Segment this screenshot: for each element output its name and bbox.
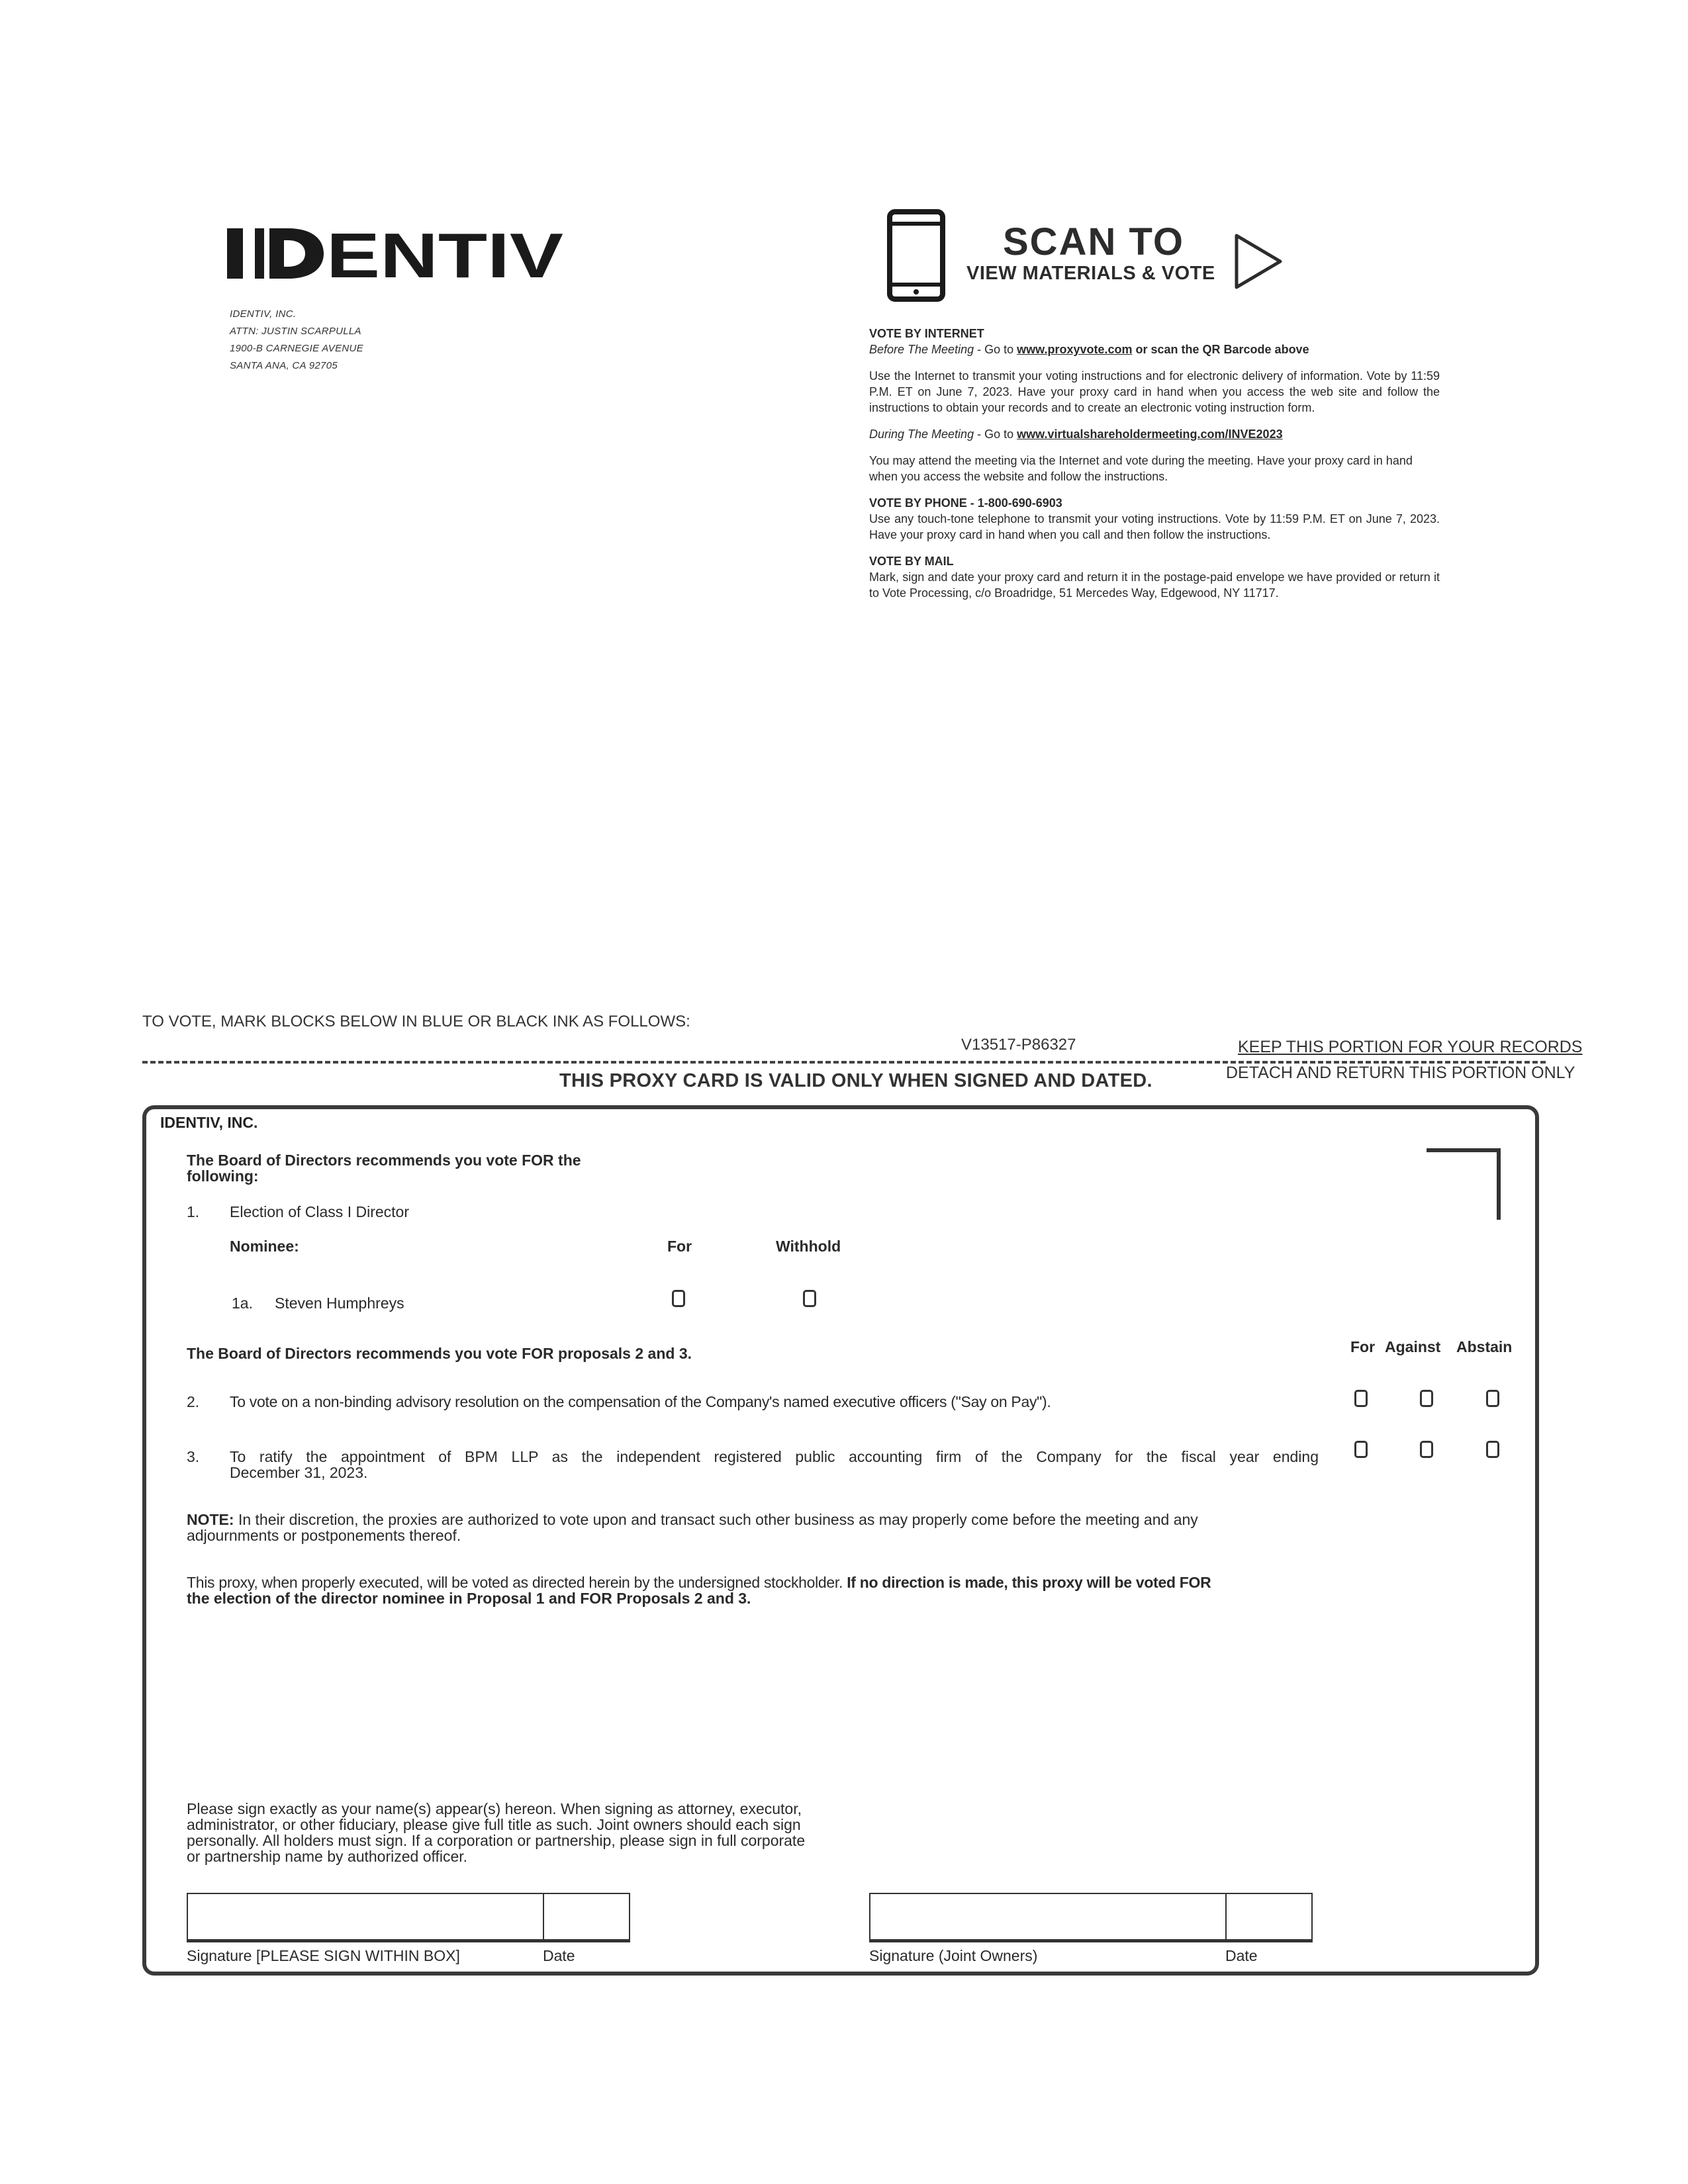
valid-notice: THIS PROXY CARD IS VALID ONLY WHEN SIGNED AND DATED.	[559, 1070, 1152, 1091]
note-text: In their discretion, the proxies are authorized to vote upon and transact such other business as may properly come before the meeting and any	[234, 1511, 1198, 1528]
return-address-line: SANTA ANA, CA 92705	[230, 360, 338, 371]
item-2-for-checkbox[interactable]	[1354, 1390, 1368, 1407]
return-address	[230, 306, 363, 375]
scan-title: SCAN TO	[1003, 220, 1184, 263]
joint-signature-label: Signature (Joint Owners)	[869, 1947, 1038, 1964]
proxy-statement-line-1	[187, 1574, 1211, 1592]
control-number: V13517-P86327	[961, 1036, 1076, 1054]
smartphone-icon	[887, 209, 945, 302]
item-1-text: Election of Class I Director	[230, 1203, 409, 1220]
mark-instructions: TO VOTE, MARK BLOCKS BELOW IN BLUE OR BLACK INK AS FOLLOWS:	[142, 1013, 690, 1030]
before-meeting-text: - Go to	[974, 343, 1017, 356]
vote-phone-body: Use any touch-tone telephone to transmit your voting instructions. Vote by 11:59 P.M. ET on June 7, 2023. Have your proxy card in hand when you call and then follow the instructions.	[869, 512, 1440, 541]
nominee-1a-withhold-checkbox[interactable]	[803, 1290, 816, 1307]
scan-subtitle: VIEW MATERIALS & VOTE	[966, 263, 1215, 284]
play-arrow-icon	[1233, 232, 1286, 291]
column-for-2: For	[1350, 1338, 1376, 1355]
signature-date-field[interactable]	[543, 1893, 630, 1942]
vote-mail-heading: VOTE BY MAIL	[869, 555, 954, 568]
column-withhold: Withhold	[776, 1238, 841, 1255]
before-meeting-label: Before The Meeting	[869, 343, 974, 356]
nominee-1a-for-checkbox[interactable]	[672, 1290, 685, 1307]
corner-mark	[1427, 1148, 1501, 1220]
item-2-abstain-checkbox[interactable]	[1486, 1390, 1499, 1407]
keep-portion-label: KEEP THIS PORTION FOR YOUR RECORDS	[1238, 1038, 1583, 1056]
return-address-line: IDENTIV, INC.	[230, 308, 297, 320]
nominee-name: Steven Humphreys	[275, 1295, 404, 1312]
board-recommendation-2: The Board of Directors recommends you vote FOR proposals 2 and 3.	[187, 1345, 692, 1362]
during-meeting-label: During The Meeting	[869, 428, 974, 441]
column-against: Against	[1385, 1338, 1441, 1355]
return-address-line: 1900-B CARNEGIE AVENUE	[230, 343, 363, 354]
sign-instructions-line: Please sign exactly as your name(s) appear(s) hereon. When signing as attorney, executor,	[187, 1800, 802, 1817]
identiv-logo	[227, 227, 565, 280]
nominee-header: Nominee:	[230, 1238, 299, 1255]
note-label: NOTE:	[187, 1511, 234, 1528]
joint-signature-field[interactable]	[869, 1893, 1227, 1942]
item-1-number: 1.	[187, 1203, 200, 1220]
during-meeting-text: - Go to	[974, 428, 1017, 441]
svg-text:ENTIV: ENTIV	[326, 227, 563, 280]
return-address-line: ATTN: JUSTIN SCARPULLA	[230, 326, 361, 337]
proxyvote-link[interactable]: www.proxyvote.com	[1017, 343, 1133, 356]
item-3-against-checkbox[interactable]	[1420, 1441, 1433, 1458]
joint-date-label: Date	[1225, 1947, 1258, 1964]
signature-label: Signature [PLEASE SIGN WITHIN BOX]	[187, 1947, 460, 1964]
vote-internet-during	[869, 426, 1440, 442]
company-name: IDENTIV, INC.	[160, 1114, 258, 1131]
item-3-abstain-checkbox[interactable]	[1486, 1441, 1499, 1458]
sign-instructions-line: administrator, or other fiduciary, please give full title as such. Joint owners should each sign	[187, 1816, 801, 1833]
voting-instructions	[869, 326, 1440, 601]
vote-during-body: You may attend the meeting via the Internet and vote during the meeting. Have your proxy card in hand when you access the website and follow the instructions.	[869, 454, 1413, 483]
item-3-for-checkbox[interactable]	[1354, 1441, 1368, 1458]
note-line-2: adjournments or postponements thereof.	[187, 1527, 461, 1544]
sign-instructions-line: personally. All holders must sign. If a corporation or partnership, please sign in full corporate	[187, 1832, 806, 1849]
proxy-statement-line-2: the election of the director nominee in Proposal 1 and FOR Proposals 2 and 3.	[187, 1590, 751, 1607]
sign-instructions-line: or partnership name by authorized officer.	[187, 1848, 468, 1865]
before-meeting-text-2: or scan the QR Barcode above	[1132, 343, 1309, 356]
nominee-number: 1a.	[232, 1295, 253, 1312]
column-abstain: Abstain	[1456, 1338, 1513, 1355]
item-2-text: To vote on a non-binding advisory resolution on the compensation of the Company's named executive officers ("Say on Pay").	[230, 1393, 1051, 1410]
vote-internet-heading: VOTE BY INTERNET	[869, 327, 984, 340]
date-label: Date	[543, 1947, 575, 1964]
board-recommendation-1-cont: following:	[187, 1167, 259, 1185]
detach-return-label: DETACH AND RETURN THIS PORTION ONLY	[1226, 1064, 1575, 1082]
joint-date-field[interactable]	[1225, 1893, 1313, 1942]
signature-field[interactable]	[187, 1893, 544, 1942]
board-recommendation-1: The Board of Directors recommends you vote FOR the	[187, 1152, 581, 1169]
virtual-meeting-link[interactable]: www.virtualshareholdermeeting.com/INVE2023	[1017, 428, 1283, 441]
item-2-against-checkbox[interactable]	[1420, 1390, 1433, 1407]
vote-internet-body: Use the Internet to transmit your voting instructions and for electronic delivery of information. Vote by 11:59 P.M. ET on June 7, 2023. Have your proxy card in hand when you access the web site and follow the instructions to obtain your records and to create an electronic voting instruction form.	[869, 369, 1440, 414]
vote-phone-heading: VOTE BY PHONE - 1-800-690-6903	[869, 496, 1062, 510]
item-3-number: 3.	[187, 1448, 200, 1465]
item-2-number: 2.	[187, 1393, 200, 1410]
proxy-statement-text: This proxy, when properly executed, will be voted as directed herein by the undersigned stockholder.	[187, 1574, 847, 1591]
proxy-statement-bold: If no direction is made, this proxy will be voted FOR	[847, 1574, 1211, 1591]
item-3-text: To ratify the appointment of BPM LLP as the independent registered public accounting firm of the Company for the fiscal year ending	[230, 1448, 1319, 1465]
column-for: For	[667, 1238, 692, 1255]
item-3-text-cont: December 31, 2023.	[230, 1464, 368, 1481]
vote-mail-body: Mark, sign and date your proxy card and return it in the postage-paid envelope we have provided or return it to Vote Processing, c/o Broadridge, 51 Mercedes Way, Edgewood, NY 11717.	[869, 570, 1440, 600]
vote-internet-before	[869, 341, 1440, 357]
note-line-1	[187, 1511, 1198, 1529]
